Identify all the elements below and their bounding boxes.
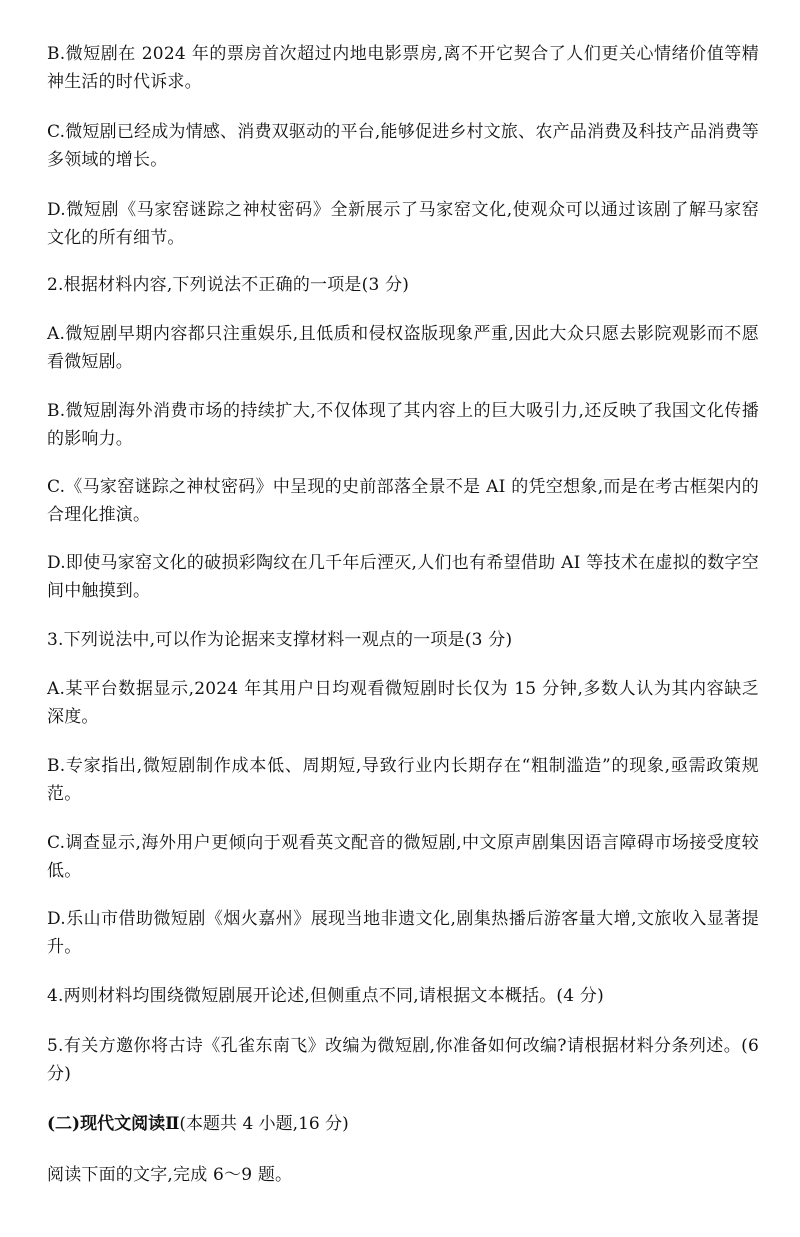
q2-option-a: A.微短剧早期内容都只注重娱乐,且低质和侵权盗版现象严重,因此大众只愿去影院观影而不愿看微短剧。: [47, 324, 759, 372]
q3-option-c: C.调查显示,海外用户更倾向于观看英文配音的微短剧,中文原声剧集因语言障碍市场接受度较低。: [47, 833, 759, 881]
q4-stem: 4.两则材料均围绕微短剧展开论述,但侧重点不同,请根据文本概括。(4 分): [47, 986, 604, 1006]
q3-option-a: A.某平台数据显示,2024 年其用户日均观看微短剧时长仅为 15 分钟,多数人认为其内容缺乏深度。: [47, 679, 759, 727]
section-heading: [47, 1110, 759, 1138]
q3-option-d: D.乐山市借助微短剧《烟火嘉州》展现当地非遗文化,剧集热播后游客量大增,文旅收入显著提升。: [47, 909, 759, 957]
q2-option-c: C.《马家窑谜踪之神杖密码》中呈现的史前部落全景不是 AI 的凭空想象,而是在考古框架内的合理化推演。: [47, 477, 759, 525]
section-heading-note: (本题共 4 小题,16 分): [179, 1114, 349, 1134]
q1-option-c: C.微短剧已经成为情感、消费双驱动的平台,能够促进乡村文旅、农产品消费及科技产品消费等多领域的增长。: [47, 122, 759, 170]
q3-option-b: B.专家指出,微短剧制作成本低、周期短,导致行业内长期存在“粗制滥造”的现象,亟需政策规范。: [47, 756, 759, 804]
q2-option-b: B.微短剧海外消费市场的持续扩大,不仅体现了其内容上的巨大吸引力,还反映了我国文化传播的影响力。: [47, 401, 759, 449]
q1-option-d: D.微短剧《马家窑谜踪之神杖密码》全新展示了马家窑文化,使观众可以通过该剧了解马家窑文化的所有细节。: [47, 200, 759, 248]
q2-option-d: D.即使马家窑文化的破损彩陶纹在几千年后湮灭,人们也有希望借助 AI 等技术在虚拟的数字空间中触摸到。: [47, 553, 759, 601]
section-heading-title: (二)现代文阅读Ⅱ: [47, 1114, 180, 1134]
q3-stem: 3.下列说法中,可以作为论据来支撑材料一观点的一项是(3 分): [47, 630, 513, 650]
section-instruction: 阅读下面的文字,完成 6～9 题。: [47, 1165, 293, 1185]
q5-stem: 5.有关方邀你将古诗《孔雀东南飞》改编为微短剧,你准备如何改编?请根据材料分条列述。(6 分): [47, 1036, 759, 1084]
q1-option-b: B.微短剧在 2024 年的票房首次超过内地电影票房,离不开它契合了人们更关心情绪价值等精神生活的时代诉求。: [47, 44, 759, 92]
q2-stem: 2.根据材料内容,下列说法不正确的一项是(3 分): [47, 275, 410, 295]
